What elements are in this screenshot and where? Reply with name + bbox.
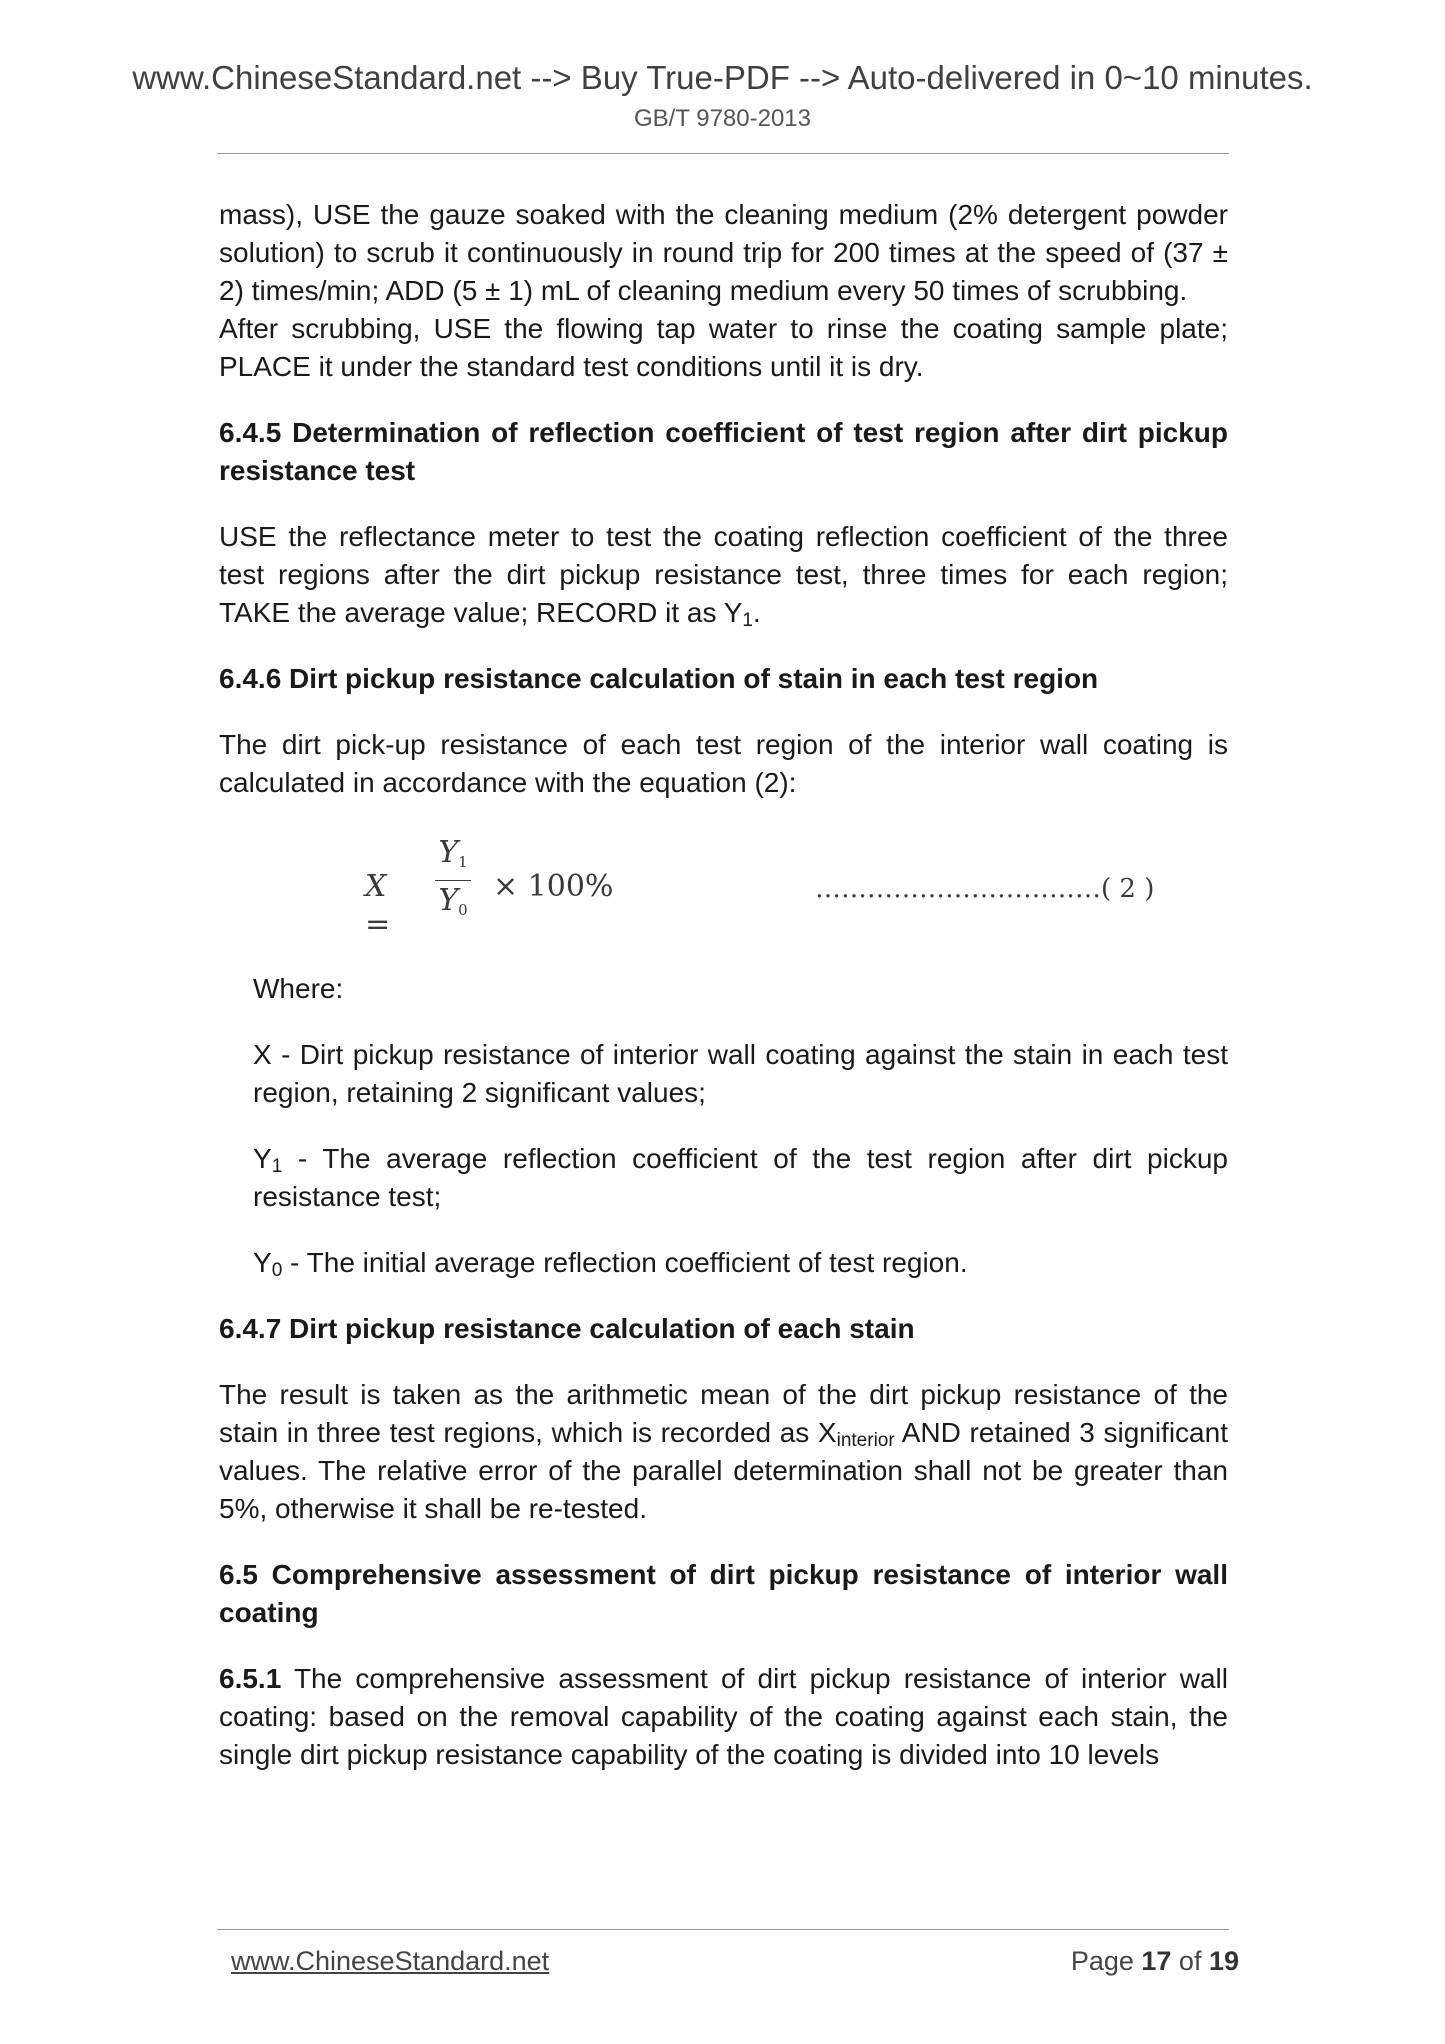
heading-6-5: 6.5 Comprehensive assessment of dirt pickup resistance of interior wall coating bbox=[219, 1559, 1228, 1628]
equation-2 bbox=[219, 834, 1228, 948]
fraction-numerator bbox=[433, 834, 473, 872]
document-body bbox=[219, 196, 1228, 1774]
paragraph-6-4-7 bbox=[219, 1376, 1228, 1528]
p647-text-a: The result is taken as the arithmetic mean of the dirt pickup resistance of the stain in three test regions, which is recorded as X bbox=[219, 1379, 1228, 1448]
heading-6-4-7: 6.4.7 Dirt pickup resistance calculation of each stain bbox=[219, 1313, 915, 1344]
header-divider bbox=[217, 153, 1229, 154]
denominator-sub: 0 bbox=[458, 901, 468, 919]
paragraph-6-5-1 bbox=[219, 1660, 1228, 1774]
footer-divider bbox=[217, 1929, 1229, 1930]
paragraph-scrubbing: mass), USE the gauze soaked with the cleaning medium (2% detergent powder solution) to scrub it continuously in round trip for 200 times at the speed of (37 ± 2) times/min; ADD (5 ± 1) mL of cleaning medium every 50 times of scrubbing. bbox=[219, 199, 1228, 306]
p647-text-b: AND retained 3 significant values. The relative error of the parallel determination shall not be greater than 5%, otherwise it shall be re-tested. bbox=[219, 1417, 1228, 1524]
where-label: Where: bbox=[253, 973, 344, 1004]
paragraph-rinse: After scrubbing, USE the flowing tap water to rinse the coating sample plate; PLACE it under the standard test conditions until it is dry. bbox=[219, 313, 1228, 382]
page-header bbox=[0, 56, 1445, 136]
equals-sign: = bbox=[365, 907, 391, 942]
def-y0-text: - The initial average reflection coefficient of test region. bbox=[282, 1247, 968, 1278]
definition-y1 bbox=[219, 1140, 1228, 1216]
paragraph-6-4-5 bbox=[219, 518, 1228, 632]
equation-number: ……………………………( 2 ) bbox=[815, 874, 1155, 904]
p651-text: The comprehensive assessment of dirt pickup resistance of interior wall coating: based on the removal capability of the coating against each stain, the single dirt pickup resistance capability of the coating is divided into 10 levels bbox=[219, 1663, 1228, 1770]
variable-x: X bbox=[365, 869, 387, 904]
fraction-denominator bbox=[433, 882, 473, 920]
paragraph-6-4-5-text: USE the reflectance meter to test the coating reflection coefficient of the three test regions after the dirt pickup resistance test, three times for each region; TAKE the average value; RECORD it as Y bbox=[219, 521, 1228, 628]
definition-y0 bbox=[219, 1244, 1228, 1282]
page-indicator bbox=[1071, 1946, 1239, 1977]
equation-lhs bbox=[365, 868, 390, 944]
standard-number: GB/T 9780-2013 bbox=[633, 105, 811, 132]
numerator-sub: 1 bbox=[458, 853, 468, 871]
page-number: 17 bbox=[1141, 1946, 1172, 1976]
page-label: Page bbox=[1070, 1946, 1142, 1976]
numerator-var: Y bbox=[438, 835, 459, 870]
denominator-var: Y bbox=[438, 883, 459, 918]
def-y0-sub: 0 bbox=[271, 1260, 283, 1281]
period: . bbox=[753, 597, 761, 628]
footer-website-link[interactable]: www.ChineseStandard.net bbox=[231, 1946, 550, 1976]
heading-6-4-6: 6.4.6 Dirt pickup resistance calculation of stain in each test region bbox=[219, 663, 1099, 694]
clause-number-6-5-1: 6.5.1 bbox=[219, 1663, 282, 1694]
def-y1-text: - The average reflection coefficient of the test region after dirt pickup resistance test; bbox=[253, 1143, 1228, 1212]
page-total: 19 bbox=[1208, 1946, 1239, 1976]
page-of: of bbox=[1171, 1946, 1209, 1976]
paragraph-6-4-6: The dirt pick-up resistance of each test region of the interior wall coating is calculated in accordance with the equation (2): bbox=[219, 729, 1228, 798]
equation-rhs: × 100% bbox=[493, 869, 614, 904]
definition-x: X - Dirt pickup resistance of interior wall coating against the stain in each test region, retaining 2 significant values; bbox=[253, 1039, 1228, 1108]
fraction-bar bbox=[435, 880, 471, 881]
def-y1-var: Y bbox=[253, 1143, 272, 1174]
header-banner: www.ChineseStandard.net --> Buy True-PDF --> Auto-delivered in 0~10 minutes. bbox=[132, 59, 1313, 96]
def-y1-sub: 1 bbox=[271, 1156, 283, 1177]
subscript-1: 1 bbox=[742, 610, 753, 631]
def-y0-var: Y bbox=[253, 1247, 272, 1278]
subscript-interior: interior bbox=[836, 1430, 895, 1451]
heading-6-4-5: 6.4.5 Determination of reflection coefficient of test region after dirt pickup resistance test bbox=[219, 417, 1228, 486]
